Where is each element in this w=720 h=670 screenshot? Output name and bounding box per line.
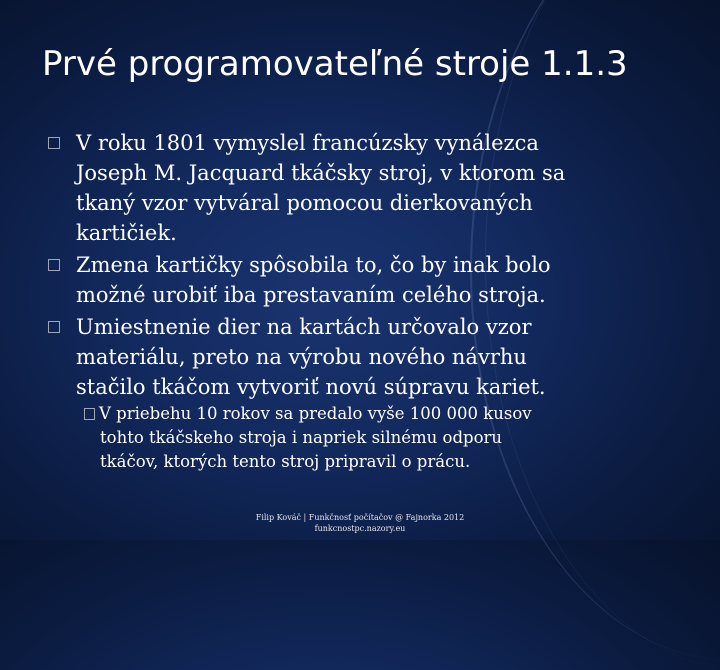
bullet-line: Zmena kartičky spôsobila to, čo by inak bolo	[76, 253, 551, 277]
bullet-item	[48, 250, 608, 310]
bullet-box-icon	[48, 321, 60, 333]
bullet-line: tkaný vzor vytváral pomocou dierkovaných	[76, 191, 533, 215]
slide-title: Prvé programovateľné stroje 1.1.3	[42, 44, 628, 84]
footer-author: Filip Kováč | Funkčnosť počítačov @ Fajnorka 2012	[255, 513, 465, 522]
bullet-line: Joseph M. Jacquard tkáčsky stroj, v ktorom sa	[76, 161, 566, 185]
sub-bullet-text: V priebehu 10 rokov sa predalo vyše 100 000 kusov	[99, 404, 532, 423]
bullet-item	[48, 312, 608, 402]
bullet-line: kartičiek.	[76, 221, 177, 245]
bullet-line: možné urobiť iba prestavaním celého stroja.	[76, 283, 546, 307]
sub-bullet-line: tkáčov, ktorých tento stroj pripravil o prácu.	[100, 452, 471, 471]
bullet-line: Umiestnenie dier na kartách určovalo vzor	[76, 315, 532, 339]
sub-bullet-line: tohto tkáčskeho stroja i napriek silnému odporu	[100, 428, 503, 447]
bullet-item	[48, 128, 608, 248]
bullet-line: stačilo tkáčom vytvoriť novú súpravu kariet.	[76, 375, 546, 399]
sub-bullet	[84, 402, 624, 474]
sub-bullet-line-first	[84, 402, 624, 426]
sub-bullet-box-icon	[84, 408, 95, 420]
bullet-line: V roku 1801 vymyslel francúzsky vynálezca	[76, 131, 539, 155]
bullet-box-icon	[48, 137, 60, 149]
bullet-list	[48, 128, 608, 404]
bullet-line: materiálu, preto na výrobu nového návrhu	[76, 345, 527, 369]
bullet-box-icon	[48, 259, 60, 271]
slide-footer	[0, 512, 720, 534]
footer-url: funkcnostpc.nazory.eu	[314, 524, 406, 533]
